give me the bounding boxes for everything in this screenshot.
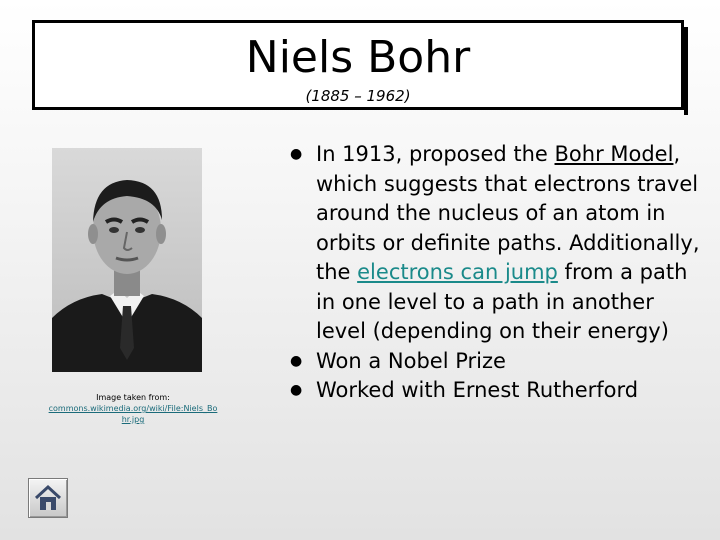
- bullet-1-text-b: , which suggests that electrons travel around the nucleus of an atom in orbits or definite paths. Additionally, the: [316, 142, 700, 284]
- bullet-dot-icon: ●: [290, 382, 303, 398]
- bullet-dot-icon: ●: [290, 352, 303, 369]
- bullet-1-text-c: from a path in one level to a path in another level (depending on their energy): [316, 260, 688, 343]
- caption-prefix: Image taken from:: [96, 393, 170, 402]
- bullet-1-text-a: In 1913, proposed the: [316, 142, 555, 166]
- portrait-photo: [52, 148, 202, 372]
- bullet-item-nobel-prize: [290, 347, 710, 377]
- bullet-item-bohr-model: [290, 140, 710, 347]
- home-icon: [29, 479, 67, 517]
- slide-subtitle: (1885 – 1962): [305, 87, 411, 105]
- bullet-item-rutherford: [290, 376, 710, 406]
- bullet-2-text: Won a Nobel Prize: [316, 348, 506, 373]
- bullet-3-text: Worked with Ernest Rutherford: [316, 378, 639, 402]
- portrait-image: [52, 148, 202, 372]
- electrons-can-jump-link[interactable]: electrons can jump: [357, 260, 558, 284]
- photo-caption: [48, 392, 218, 425]
- title-box: [32, 20, 684, 110]
- bohr-model-link[interactable]: Bohr Model: [554, 142, 674, 166]
- bullet-dot-icon: ●: [290, 146, 303, 162]
- slide-title: Niels Bohr: [245, 32, 471, 83]
- home-button[interactable]: [28, 478, 68, 518]
- bullet-list: [290, 140, 710, 406]
- caption-source-link[interactable]: commons.wikimedia.org/wiki/File:Niels_Bohr.jpg: [48, 404, 218, 424]
